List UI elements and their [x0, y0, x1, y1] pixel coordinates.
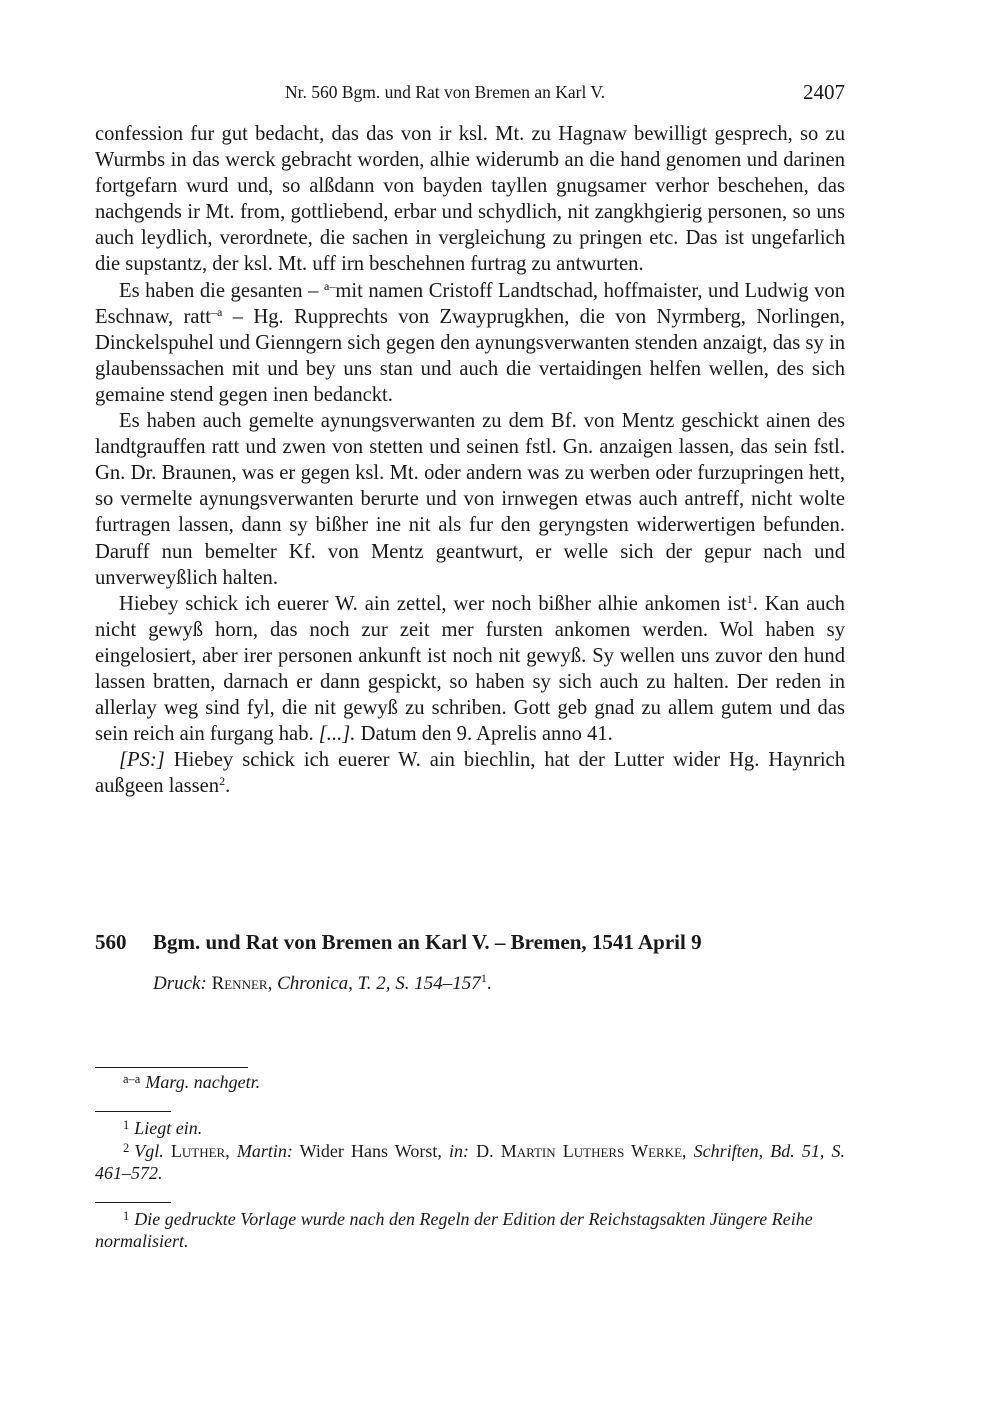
- paragraph-postscript: [PS:] Hiebey schick ich euerer W. ain biechlin, hat der Lutter wider Hg. Haynrich außgeen lassen$^2$.: [95, 749, 845, 798]
- source-author: Renner,: [211, 973, 273, 994]
- paragraph-4: Hiebey schick ich euerer W. ain zettel, wer noch bißher alhie ankomen ist$^1$. Kan auch nicht gewyß horn, das noch zur zeit mer fursten ankomen werden. Wol haben sy eingelosiert, aber irer personen ankunft ist noch nit gewyß. Sy wellen uns zuvor den hund lassen bratten, darnach er dann gespickt, so haben sy sich auch zu halten. Der reden in allerlay weg sind fyl, die nit gewyß zu schriben. Gott geb gnad zu allem gutem und das sein reich ain furgang hab. [...]. Datum den 9. Aprelis anno 41.: [95, 591, 845, 746]
- body-text: [95, 121, 845, 799]
- footnotes-rule: [95, 1111, 171, 1112]
- paragraph-3: Es haben auch gemelte aynungsverwanten zu dem Bf. von Mentz geschickt ainen des landtgrauffen ratt und zwen von stetten und seinen fstl. Gn. anzaigen lassen, das sein fstl. Gn. Dr. Braunen, was er gegen ksl. Mt. oder andern was zu werben oder furzupringen hett, so vermelte aynungsverwanten berurte und von irnwegen etwas auch antreff, nicht wolte furtragen lassen, dann sy bißher ine nit als fur den geryngsten widerwertigen befunden. Daruff nun bemelter Kf. von Mentz geantwurt, er welle sich der gepur nach und unverweyßlich halten.: [95, 410, 845, 589]
- paragraph-1: confession fur gut bedacht, das das von ir ksl. Mt. zu Hagnaw bewilligt gesprech, so zu Wurmbs in das werck gebracht worden, alhie widerumb an die hand genomen und darinen fortgefarn wurd und, so alßdann von bayden tayllen gnugsamer verhor beschehen, das nachgends ir Mt. from, gottliebend, erbar und schydlich, nit zangkhgierig personen, so uns auch leydlich, verordnete, die sachen in vergleichung zu pringen etc. Das ist ungefarlich die supstantz, der ksl. Mt. uff irn beschehnen furtrag zu antwurten.: [95, 123, 845, 276]
- document-footnote-ref-1[interactable]: 1: [480, 971, 487, 985]
- footnote-ref-1[interactable]: 1: [746, 591, 753, 606]
- textual-note-a: $^{a-a}$ Marg. nachgetr.: [123, 1072, 261, 1092]
- document-title: Bgm. und Rat von Bremen an Karl V. – Bremen, 1541 April 9: [153, 930, 702, 954]
- running-head: [95, 80, 845, 106]
- source-work: Chronica, T. 2, S. 154–157: [277, 973, 481, 994]
- postscript-label: [PS:]: [119, 749, 165, 772]
- footnote-ref-2[interactable]: 2: [219, 774, 226, 789]
- page-number: 2407: [803, 80, 845, 104]
- running-title: Nr. 560 Bgm. und Rat von Bremen an Karl V.: [285, 82, 606, 102]
- omission-mark: [...].: [318, 723, 356, 746]
- footnote-1: $^1$ Liegt ein.: [123, 1118, 203, 1138]
- source-note: Druck: Renner, Chronica, T. 2, S. $154-157^1$.: [153, 971, 492, 994]
- document-number: 560: [95, 930, 127, 954]
- footnote-2: $^2$ Vgl. Luther, Martin: Wider Hans Worst, in: D. Martin Luthers Werke, Schriften, Bd. 51, S. 461–572.: [95, 1141, 845, 1183]
- document-heading: [95, 930, 845, 955]
- textual-note-mark-open[interactable]: a–: [324, 278, 336, 293]
- textual-note-mark-close[interactable]: –a: [210, 304, 223, 319]
- textual-notes-rule: [95, 1067, 248, 1068]
- document-footnote-1: $^1$ Die gedruckte Vorlage wurde nach den Regeln der Edition der Reichstagsakten Jüngere Reihe normalisiert.: [95, 1209, 813, 1251]
- paragraph-2: Es haben die gesanten – $^{a-}$mit namen Cristoff Landtschad, hoffmaister, und Ludwig von Eschnaw, ratt$^{-a}$ – Hg. Rupprechts von Zwayprugkhen, die von Nyrmberg, Norlingen, Dinckelspuhel und Gienngern sich gegen den aynungsverwanten stenden anzaigt, das sy in glaubenssachen mit und bey uns stan und auch die vertaidingen helfen wellen, des sich gemaine stend gegen inen bedanckt.: [95, 278, 845, 406]
- document-footnotes-rule: [95, 1202, 171, 1203]
